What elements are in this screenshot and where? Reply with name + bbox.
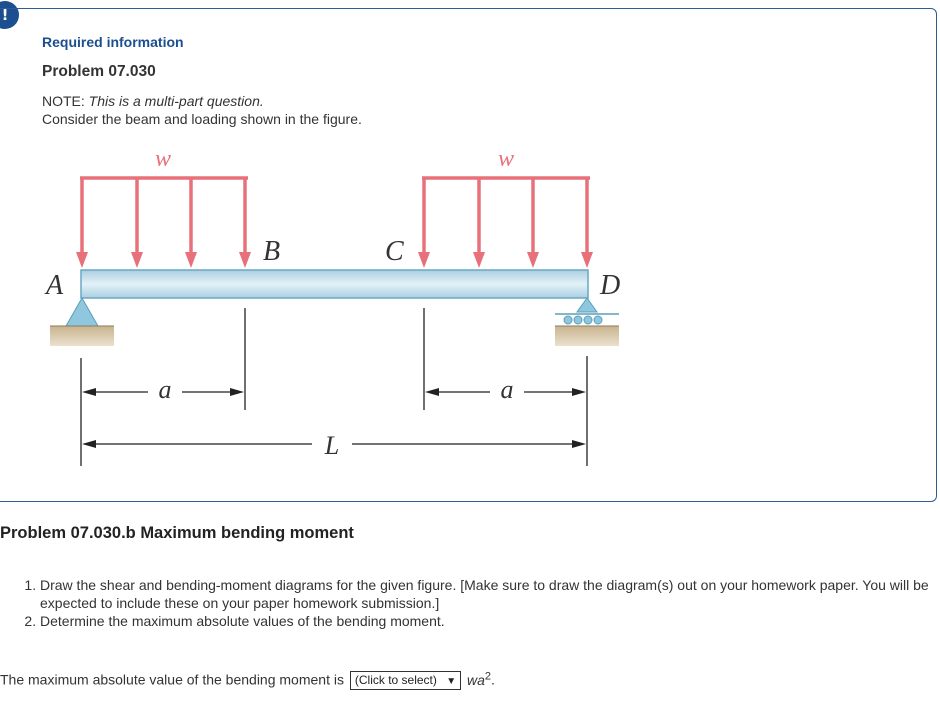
- chevron-down-icon: ▼: [446, 675, 457, 687]
- part-title: Problem 07.030.b Maximum bending moment: [0, 524, 354, 542]
- dim-a-left: a: [158, 375, 172, 404]
- answer-unit: $wa^2$: [467, 670, 492, 688]
- instruction-step: 2. Determine the maximum absolute values of the bending moment.: [40, 612, 940, 630]
- instruction-list: [22, 576, 940, 630]
- note-label: NOTE:: [42, 93, 85, 109]
- instruction-step: 1. Draw the shear and bending-moment diagrams for the given figure. [Make sure to draw the diagram(s) out on your homework paper. You will be expected to include these on your paper homework submission.]: [40, 576, 940, 612]
- right-distributed-load: [418, 177, 593, 268]
- answer-select[interactable]: [350, 671, 461, 690]
- answer-suffix: .: [491, 671, 495, 688]
- label-A: A: [46, 270, 64, 301]
- figure-instruction: Consider the beam and loading shown in the figure.: [42, 111, 362, 127]
- alert-icon: !: [0, 1, 19, 29]
- roller-support-icon: [555, 298, 619, 346]
- answer-line: [0, 670, 495, 690]
- pin-support-icon: [50, 298, 114, 346]
- label-D: D: [600, 270, 621, 301]
- label-B: B: [263, 236, 281, 267]
- answer-prefix: The maximum absolute value of the bending moment is: [0, 671, 344, 688]
- dim-a-right: a: [500, 375, 514, 404]
- note-text: This is a multi-part question.: [88, 93, 264, 109]
- required-info-heading: Required information: [42, 34, 184, 50]
- left-distributed-load: [76, 177, 251, 268]
- dim-L: L: [324, 431, 340, 460]
- label-C: C: [385, 236, 404, 267]
- load-right-label: w: [497, 146, 515, 172]
- load-left-label: w: [154, 146, 172, 172]
- problem-number: Problem 07.030: [42, 63, 156, 80]
- answer-select-value: (Click to select): [354, 672, 437, 687]
- unit-exponent: 2: [484, 670, 492, 682]
- beam: [81, 270, 588, 298]
